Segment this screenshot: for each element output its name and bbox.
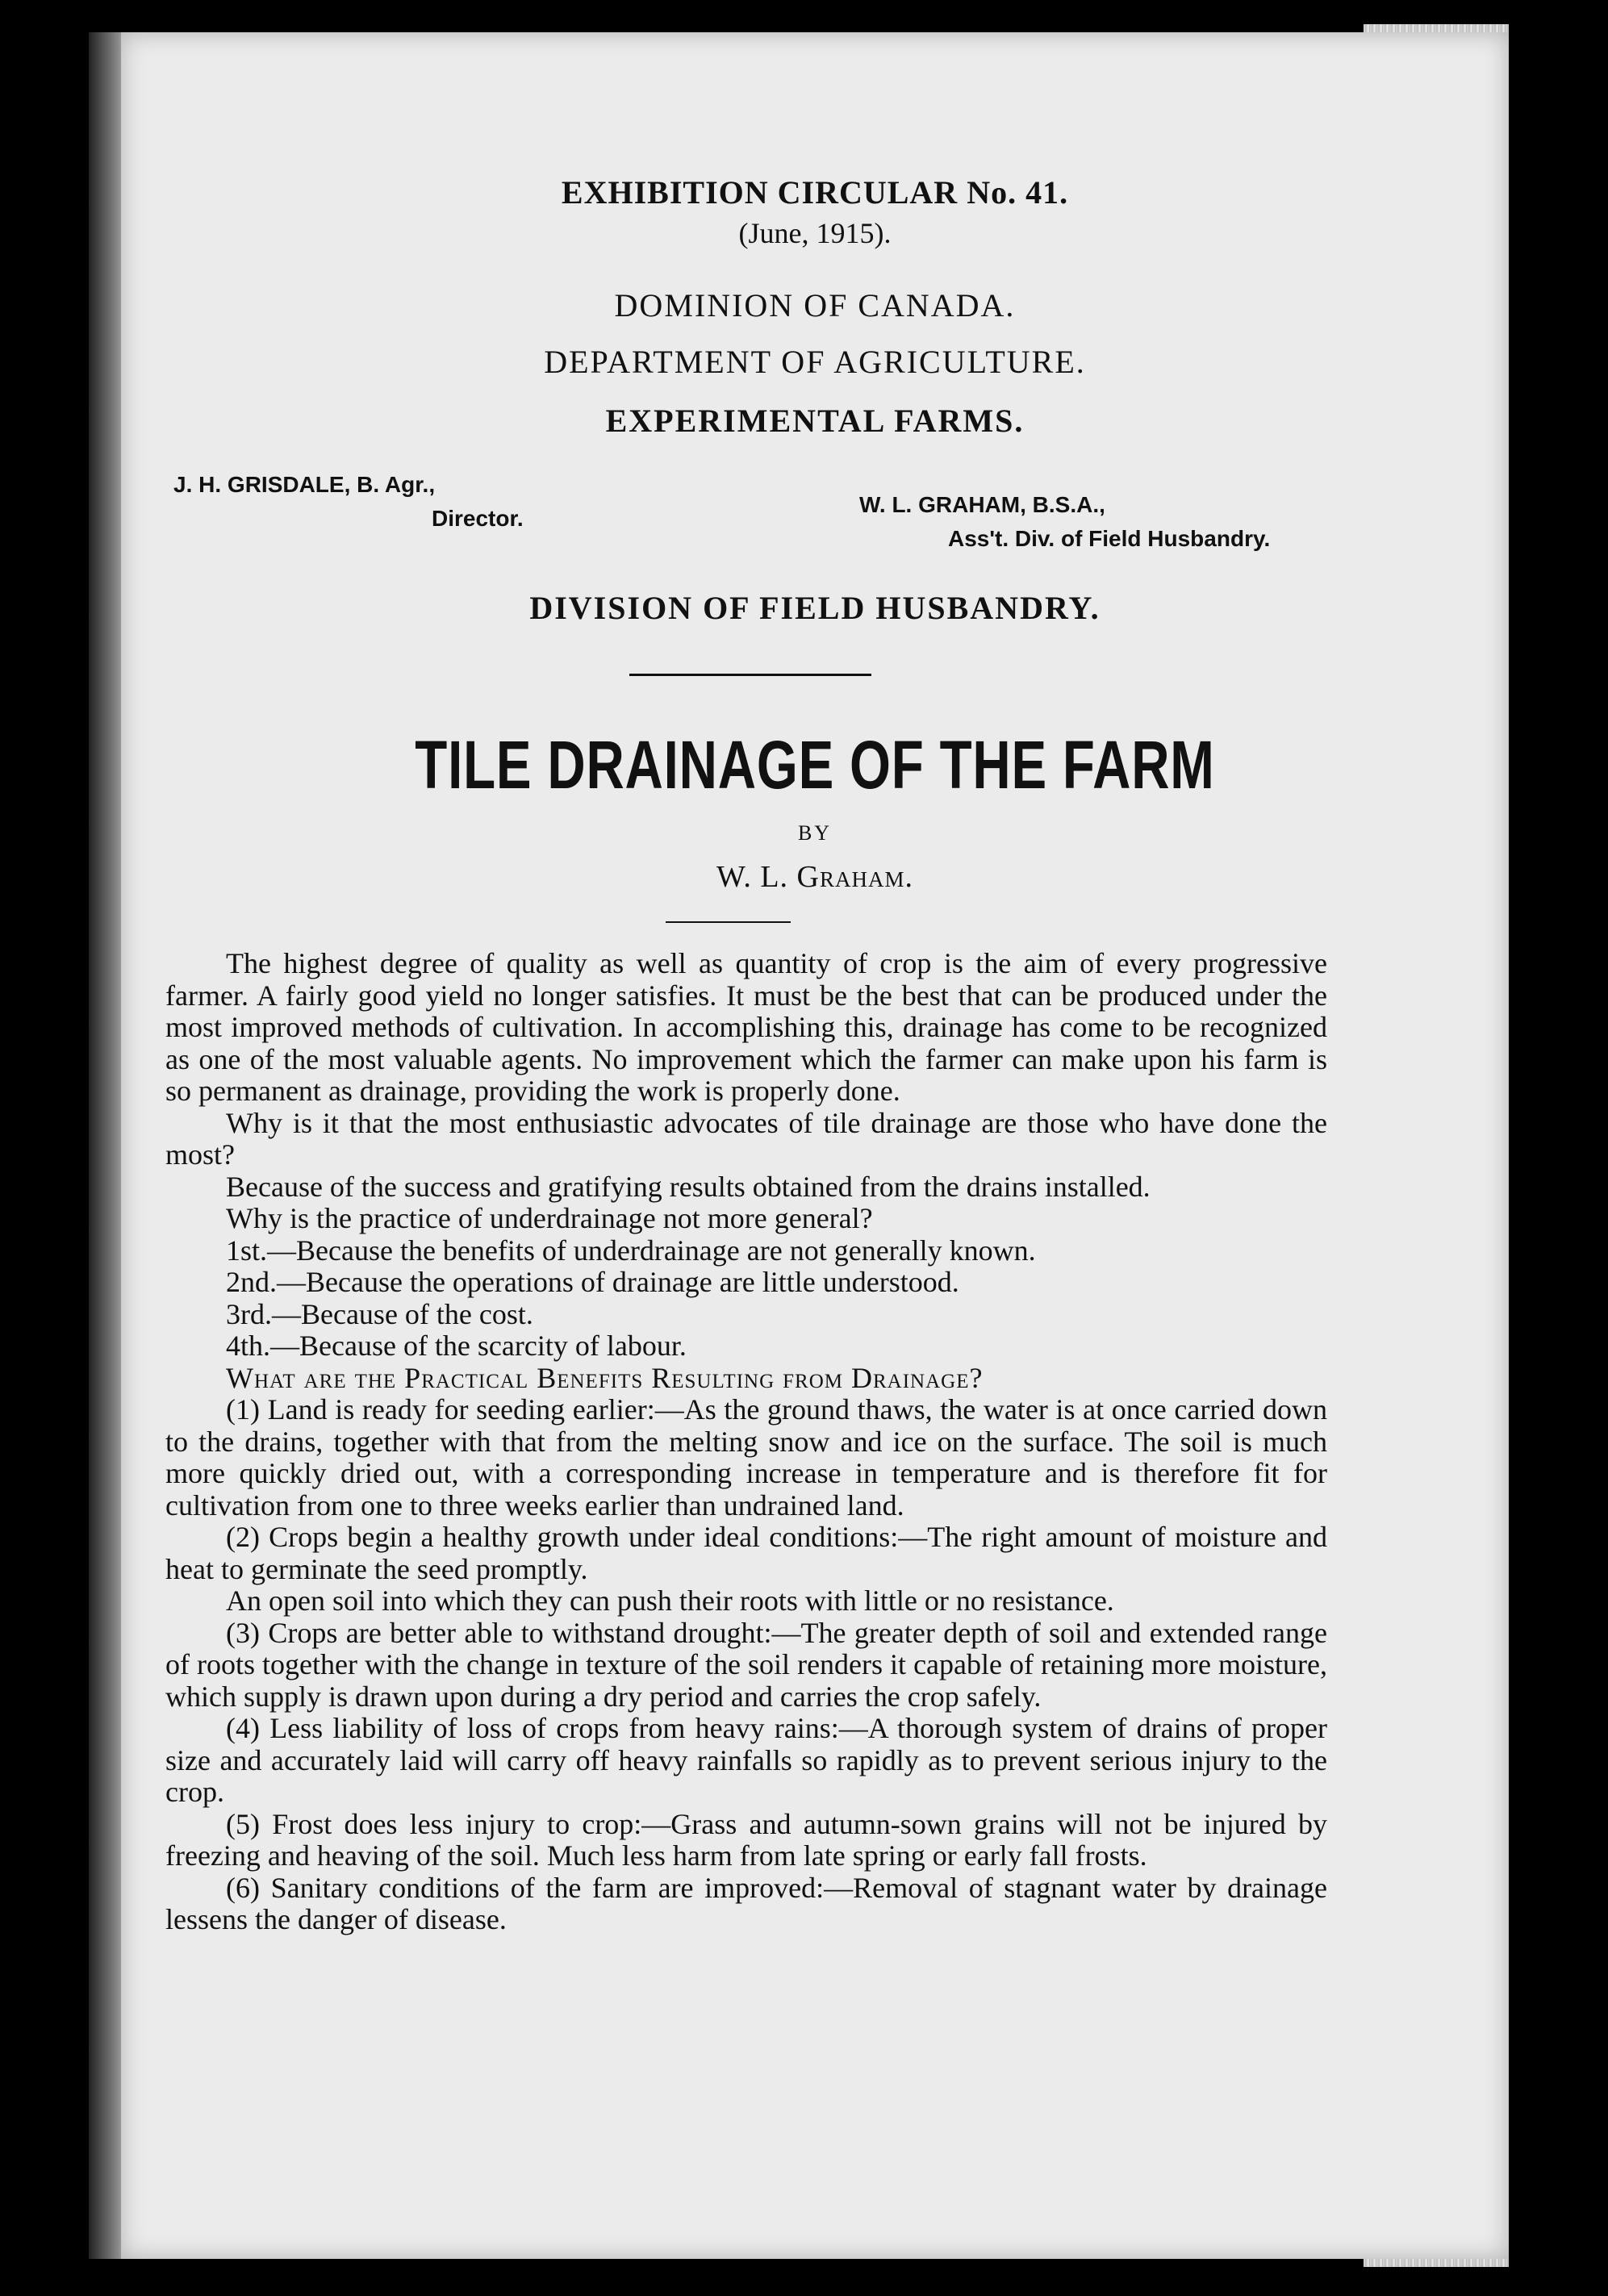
department-heading: DEPARTMENT OF AGRICULTURE. xyxy=(544,344,1086,380)
byline-label: BY xyxy=(797,821,833,845)
paragraph: (5) Frost does less injury to crop:—Grass and autumn-sown grains will not be injured by freezing and heaving of the soil. Much less harm from late spring or early fall frosts. xyxy=(165,1807,1327,1872)
circular-heading: EXHIBITION CIRCULAR No. 41. xyxy=(561,174,1069,211)
section-heading: What are the Practical Benefits Resulting from Drainage? xyxy=(226,1361,984,1394)
body-text xyxy=(165,948,1327,1936)
paragraph: 3rd.—Because of the cost. xyxy=(226,1297,533,1330)
assistant-credit xyxy=(859,488,1270,556)
paragraph: 4th.—Because of the scarcity of labour. xyxy=(226,1330,687,1362)
paragraph: Because of the success and gratifying results obtained from the drains installed. xyxy=(226,1170,1151,1203)
paragraph: The highest degree of quality as well as quantity of crop is the aim of every progressive farmer. A fairly good yield no longer satisfies. It must be the best that can be produced under the most improved methods of cultivation. In accomplishing this, drainage has come to be recognized as one of the most valuable agents. No improvement which the farmer can make upon his farm is so permanent as drainage, providing the work is properly done. xyxy=(165,947,1327,1107)
paragraph: (4) Less liability of loss of crops from heavy rains:—A thorough system of drains of proper size and accurately laid will carry off heavy rainfalls so rapidly as to prevent serious injury to the crop. xyxy=(165,1712,1327,1808)
author-name: W. L. Graham. xyxy=(716,860,914,894)
director-credit xyxy=(173,468,524,536)
paragraph: (1) Land is ready for seeding earlier:—As the ground thaws, the water is at once carried down to the drains, together with that from the melting snow and ice on the surface. The soil is much more quickly dried out, with a corresponding increase in temperature and is therefore fit for cultivation from one to three weeks earlier than undrained land. xyxy=(165,1393,1327,1522)
assistant-name: W. L. GRAHAM, B.S.A., xyxy=(859,492,1105,517)
document-title: TILE DRAINAGE OF THE FARM xyxy=(415,727,1215,803)
paragraph: (3) Crops are better able to withstand drought:—The greater depth of soil and extended range of roots together with the change in texture of the soil renders it capable of retaining more moisture, which supply is drawn upon during a dry period and carries the crop safely. xyxy=(165,1616,1327,1713)
paragraph: 1st.—Because the benefits of underdrainage are not generally known. xyxy=(226,1234,1036,1267)
paragraph: (2) Crops begin a healthy growth under ideal conditions:—The right amount of moisture and heat to germinate the seed promptly. xyxy=(165,1521,1327,1585)
division-heading: DIVISION OF FIELD HUSBANDRY. xyxy=(529,590,1101,626)
divider-rule xyxy=(629,674,871,676)
paragraph: (6) Sanitary conditions of the farm are improved:—Removal of stagnant water by drainage lessens the danger of disease. xyxy=(165,1871,1327,1935)
dominion-heading: DOMINION OF CANADA. xyxy=(614,287,1016,324)
director-role: Director. xyxy=(432,506,524,531)
assistant-role: Ass't. Div. of Field Husbandry. xyxy=(948,526,1271,551)
experimental-farms-heading: EXPERIMENTAL FARMS. xyxy=(605,403,1025,439)
director-name: J. H. GRISDALE, B. Agr., xyxy=(173,472,436,497)
paragraph: Why is it that the most enthusiastic advocates of tile drainage are those who have done the most? xyxy=(165,1106,1327,1171)
divider-rule xyxy=(666,921,791,923)
paragraph: Why is the practice of underdrainage not more general? xyxy=(226,1202,873,1234)
paragraph: An open soil into which they can push their roots with little or no resistance. xyxy=(226,1584,1114,1617)
circular-date: (June, 1915). xyxy=(738,217,892,249)
document-page xyxy=(121,32,1509,2259)
paragraph: 2nd.—Because the operations of drainage are little understood. xyxy=(226,1266,959,1298)
